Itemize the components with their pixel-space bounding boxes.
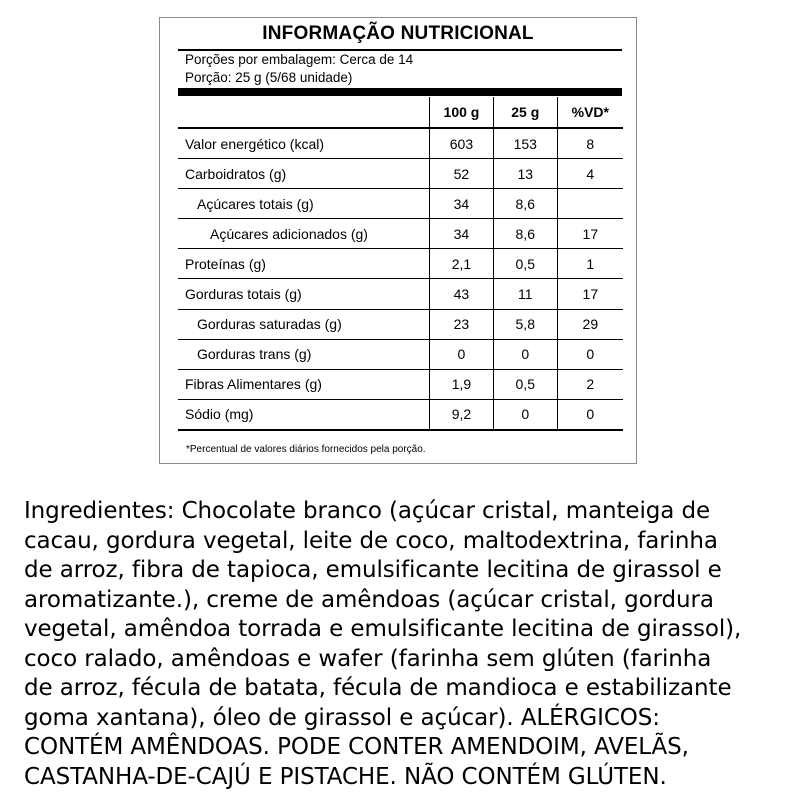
table-row <box>178 219 623 249</box>
nutrient-name: Fibras Alimentares (g) <box>178 369 430 399</box>
column-header-25g: 25 g <box>493 97 557 128</box>
thick-divider <box>178 88 622 96</box>
daily-value-percent: 8 <box>557 128 623 159</box>
column-header-100g: 100 g <box>430 97 494 128</box>
value-per-serving: 11 <box>493 279 557 309</box>
value-per-100g: 1,9 <box>430 369 494 399</box>
nutrient-name: Valor energético (kcal) <box>178 128 430 159</box>
table-header-row <box>178 97 623 128</box>
column-header-nutrient <box>178 97 430 128</box>
nutrient-name: Açúcares totais (g) <box>178 189 430 219</box>
nutrient-name: Gorduras totais (g) <box>178 279 430 309</box>
table-row <box>178 128 623 159</box>
column-header-daily-value: %VD* <box>557 97 623 128</box>
nutrient-name: Sódio (mg) <box>178 399 430 430</box>
daily-value-percent <box>557 189 623 219</box>
value-per-100g: 34 <box>430 219 494 249</box>
value-per-100g: 9,2 <box>430 399 494 430</box>
nutrient-name: Proteínas (g) <box>178 249 430 279</box>
nutrition-table <box>178 97 623 431</box>
value-per-100g: 603 <box>430 128 494 159</box>
table-row <box>178 249 623 279</box>
nutrient-name: Gorduras trans (g) <box>178 339 430 369</box>
nutrition-facts-label <box>159 17 637 464</box>
nutrient-name: Gorduras saturadas (g) <box>178 309 430 339</box>
value-per-serving: 0 <box>493 399 557 430</box>
value-per-serving: 0,5 <box>493 249 557 279</box>
serving-size: Porção: 25 g (5/68 unidade) <box>185 70 353 85</box>
value-per-serving: 0,5 <box>493 369 557 399</box>
value-per-100g: 23 <box>430 309 494 339</box>
daily-value-percent: 17 <box>557 279 623 309</box>
value-per-serving: 8,6 <box>493 189 557 219</box>
daily-value-percent: 4 <box>557 159 623 189</box>
daily-value-percent: 0 <box>557 339 623 369</box>
value-per-100g: 52 <box>430 159 494 189</box>
daily-value-percent: 0 <box>557 399 623 430</box>
table-row <box>178 399 623 430</box>
daily-value-percent: 29 <box>557 309 623 339</box>
table-row <box>178 159 623 189</box>
table-row <box>178 369 623 399</box>
label-title: INFORMAÇÃO NUTRICIONAL <box>262 23 534 44</box>
servings-per-package: Porções por embalagem: Cerca de 14 <box>185 52 414 67</box>
value-per-serving: 153 <box>493 128 557 159</box>
table-row <box>178 309 623 339</box>
value-per-100g: 34 <box>430 189 494 219</box>
value-per-serving: 8,6 <box>493 219 557 249</box>
daily-value-percent: 2 <box>557 369 623 399</box>
footnote: *Percentual de valores diários fornecidos pela porção. <box>186 444 426 455</box>
value-per-serving: 0 <box>493 339 557 369</box>
value-per-100g: 43 <box>430 279 494 309</box>
daily-value-percent: 1 <box>557 249 623 279</box>
table-row <box>178 279 623 309</box>
nutrient-name: Açúcares adicionados (g) <box>178 219 430 249</box>
table-row <box>178 339 623 369</box>
value-per-100g: 2,1 <box>430 249 494 279</box>
title-divider <box>178 49 622 51</box>
nutrient-name: Carboidratos (g) <box>178 159 430 189</box>
ingredients-text: Ingredientes: Chocolate branco (açúcar cristal, manteiga de cacau, gordura vegetal, leite de coco, maltodextrina, farinha de arroz, fibra de tapioca, emulsificante lecitina de girassol e aromatizante.), creme de amêndoas (açúcar cristal, gordura vegetal, amêndoa torrada e emulsificante lecitina de girassol), coco ralado, amêndoas e wafer (farinha sem glúten (farinha de arroz, fécula de batata, fécula de mandioca e estabilizante goma xantana), óleo de girassol e açúcar). ALÉRGICOS: CONTÉM AMÊNDOAS. PODE CONTER AMENDOIM, AVELÃS, CASTANHA-DE-CAJÚ E PISTACHE. NÃO CONTÉM GLÚTEN. <box>24 498 742 790</box>
value-per-serving: 5,8 <box>493 309 557 339</box>
daily-value-percent: 17 <box>557 219 623 249</box>
value-per-serving: 13 <box>493 159 557 189</box>
value-per-100g: 0 <box>430 339 494 369</box>
table-row <box>178 189 623 219</box>
